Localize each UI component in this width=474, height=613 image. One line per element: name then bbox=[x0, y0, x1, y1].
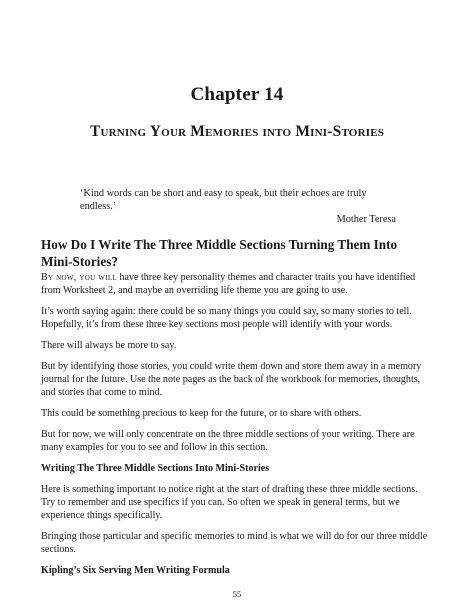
body-text bbox=[41, 271, 434, 585]
section-heading: How Do I Write The Three Middle Sections Turning Them Into Mini-Stories? bbox=[41, 237, 398, 269]
epigraph-text: ‘Kind words can be short and easy to speak, but their echoes are truly endless.’ bbox=[80, 188, 367, 212]
paragraph: Here is something important to notice right at the start of drafting these three middle sections. Try to remember and use specifics if you can. So often we speak in general terms, but we experience things specifically. bbox=[41, 484, 418, 521]
paragraph: But for now, we will only concentrate on the three middle sections of your writing. There are many examples for you to see and follow in this section. bbox=[41, 429, 415, 453]
paragraph: But by identifying those stories, you could write them down and store them away in a memory journal for the future. Use the note pages as the back of the workbook for memories, thoughts, and stories that come to mind. bbox=[41, 361, 422, 398]
paragraph: It’s worth saying again: there could be so many things you could say, so many stories to tell. Hopefully, it’s from these three key sections most people will identify with your words. bbox=[41, 306, 412, 330]
chapter-number: Chapter 14 bbox=[190, 84, 284, 105]
paragraph: There will always be more to say. bbox=[41, 340, 177, 351]
epigraph-author: Mother Teresa bbox=[336, 214, 396, 225]
page-number: 55 bbox=[232, 589, 242, 599]
paragraph bbox=[41, 271, 434, 297]
paragraph: Bringing those particular and specific memories to mind is what we will do for our three middle sections. bbox=[41, 531, 428, 555]
subsection-heading: Writing The Three Middle Sections Into Mini-Stories bbox=[41, 463, 270, 474]
paragraph-lead-in: By now, you will bbox=[41, 272, 117, 283]
subsection-heading: Kipling’s Six Serving Men Writing Formula bbox=[41, 565, 230, 576]
epigraph bbox=[80, 187, 396, 226]
chapter-title: Turning Your Memories into Mini-Stories bbox=[89, 123, 385, 140]
paragraph-text: have three key personality themes and character traits you have identified from Worksheet 2, and maybe an overriding life theme you are going to use. bbox=[41, 272, 416, 296]
paragraph: This could be something precious to keep for the future, or to share with others. bbox=[41, 408, 362, 419]
